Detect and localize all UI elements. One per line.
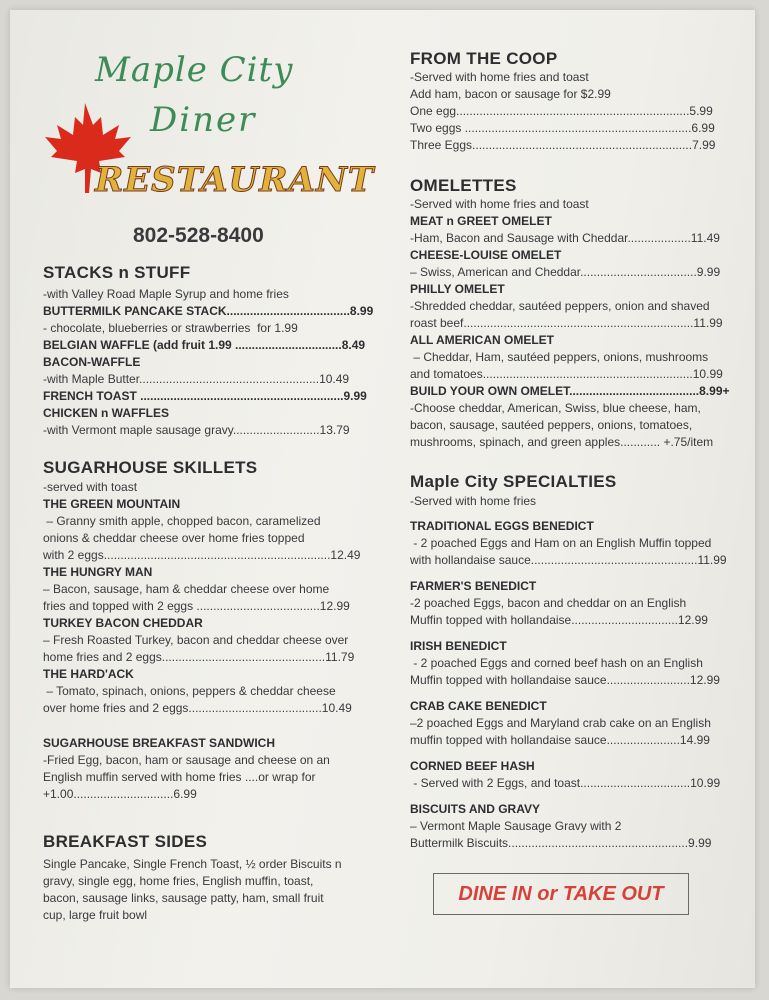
section-title: FROM THE COOP bbox=[410, 49, 558, 68]
menu-item: CHEESE-LOUISE OMELET bbox=[410, 248, 562, 262]
menu-line: fries and topped with 2 eggs .....................................12.99 bbox=[43, 599, 350, 613]
menu-line: One egg......................................................................5.99 bbox=[410, 104, 713, 118]
menu-line: English muffin served with home fries ....or wrap for bbox=[43, 770, 316, 784]
menu-line: roast beef.....................................................................11.99 bbox=[410, 316, 723, 330]
menu-line: -with Valley Road Maple Syrup and home fries bbox=[43, 287, 289, 301]
menu-item: MEAT n GREET OMELET bbox=[410, 214, 552, 228]
menu-line: -with Vermont maple sausage gravy..........................13.79 bbox=[43, 423, 350, 437]
omelettes-section bbox=[410, 176, 732, 451]
menu-line: – Bacon, sausage, ham & cheddar cheese over home bbox=[43, 582, 330, 596]
section-title: OMELETTES bbox=[410, 176, 517, 195]
menu-line: and tomatoes...............................................................10.99 bbox=[410, 367, 723, 381]
menu-line: -Ham, Bacon and Sausage with Cheddar...................11.49 bbox=[410, 231, 720, 245]
menu-line: -Shredded cheddar, sautéed peppers, onion and shaved bbox=[410, 299, 710, 313]
menu-line: onions & cheddar cheese over home fries topped bbox=[43, 531, 305, 545]
menu-item: BELGIAN WAFFLE (add fruit 1.99 ................................8.49 bbox=[43, 338, 366, 352]
section-title: SUGARHOUSE SKILLETS bbox=[43, 458, 258, 477]
section-title: Maple City SPECIALTIES bbox=[410, 472, 617, 491]
menu-line: cup, large fruit bowl bbox=[43, 908, 148, 922]
menu-line: – Swiss, American and Cheddar...................................9.99 bbox=[410, 265, 721, 279]
menu-line: bacon, sausage links, sausage patty, ham, small fruit bbox=[43, 891, 324, 905]
menu-line: +1.00..............................6.99 bbox=[43, 787, 197, 801]
menu-item: THE HUNGRY MAN bbox=[43, 565, 153, 579]
spacer bbox=[410, 629, 732, 638]
menu-line: Add ham, bacon or sausage for $2.99 bbox=[410, 87, 611, 101]
menu-item: IRISH BENEDICT bbox=[410, 639, 507, 653]
coop-section bbox=[410, 49, 732, 154]
menu-item: ALL AMERICAN OMELET bbox=[410, 333, 554, 347]
menu-item: SUGARHOUSE BREAKFAST SANDWICH bbox=[43, 736, 276, 750]
menu-line: – Granny smith apple, chopped bacon, caramelized bbox=[43, 514, 321, 528]
menu-line: bacon, sausage, sautéed peppers, onions, tomatoes, bbox=[410, 418, 693, 432]
menu-item: CHICKEN n WAFFLES bbox=[43, 406, 169, 420]
menu-line: mushrooms, spinach, and green apples............ +.75/item bbox=[410, 435, 714, 449]
menu-line: -Fried Egg, bacon, ham or sausage and cheese on an bbox=[43, 753, 330, 767]
menu-line: - 2 poached Eggs and Ham on an English Muffin topped bbox=[410, 536, 712, 550]
menu-line: home fries and 2 eggs.................................................11.79 bbox=[43, 650, 355, 664]
menu-item: FRENCH TOAST .............................................................9.99 bbox=[43, 389, 367, 403]
spacer bbox=[410, 792, 732, 801]
spacer bbox=[410, 689, 732, 698]
menu-line: -served with toast bbox=[43, 480, 138, 494]
logo-restaurant: RESTAURANT bbox=[95, 160, 375, 200]
dine-in-take-out-banner: DINE IN or TAKE OUT bbox=[433, 873, 689, 915]
menu-line: -2 poached Eggs, bacon and cheddar on an English bbox=[410, 596, 687, 610]
menu-line: - chocolate, blueberries or strawberries for 1.99 bbox=[43, 321, 298, 335]
spacer bbox=[410, 569, 732, 578]
sandwich-section bbox=[43, 735, 363, 803]
menu-line: -Served with home fries and toast bbox=[410, 70, 589, 84]
logo-maple-city: Maple City bbox=[95, 50, 294, 90]
menu-line: Two eggs ....................................................................6.99 bbox=[410, 121, 715, 135]
menu-item: CRAB CAKE BENEDICT bbox=[410, 699, 547, 713]
menu-line: Muffin topped with hollandaise................................12.99 bbox=[410, 613, 708, 627]
menu-item: THE GREEN MOUNTAIN bbox=[43, 497, 181, 511]
menu-item: PHILLY OMELET bbox=[410, 282, 505, 296]
menu-line: -Served with home fries and toast bbox=[410, 197, 589, 211]
menu-line: muffin topped with hollandaise sauce......................14.99 bbox=[410, 733, 710, 747]
menu-line: -Choose cheddar, American, Swiss, blue cheese, ham, bbox=[410, 401, 701, 415]
menu-line: – Fresh Roasted Turkey, bacon and cheddar cheese over bbox=[43, 633, 349, 647]
section-subtitle: -Served with home fries bbox=[410, 494, 537, 508]
menu-item: BUILD YOUR OWN OMELET.......................................8.99+ bbox=[410, 384, 730, 398]
menu-line: – Tomato, spinach, onions, peppers & cheddar cheese bbox=[43, 684, 336, 698]
stacks-section bbox=[43, 263, 374, 439]
menu-line: Single Pancake, Single French Toast, ½ order Biscuits n bbox=[43, 857, 342, 871]
menu-item: BISCUITS AND GRAVY bbox=[410, 802, 541, 816]
menu-item: BUTTERMILK PANCAKE STACK.....................................8.99 bbox=[43, 304, 374, 318]
menu-line: Three Eggs..................................................................7.99 bbox=[410, 138, 716, 152]
menu-line: - Served with 2 Eggs, and toast.................................10.99 bbox=[410, 776, 721, 790]
menu-line: -with Maple Butter......................................................10.49 bbox=[43, 372, 350, 386]
menu-line: with hollandaise sauce..................................................11.99 bbox=[410, 553, 727, 567]
section-title: BREAKFAST SIDES bbox=[43, 832, 208, 851]
menu-line: over home fries and 2 eggs........................................10.49 bbox=[43, 701, 352, 715]
logo-diner: Diner bbox=[150, 100, 257, 140]
spacer bbox=[410, 749, 732, 758]
menu-line: – Vermont Maple Sausage Gravy with 2 bbox=[410, 819, 622, 833]
specialties-section bbox=[410, 472, 732, 852]
menu-item: THE HARD'ACK bbox=[43, 667, 134, 681]
menu-line: Buttermilk Biscuits......................................................9.99 bbox=[410, 836, 712, 850]
sides-section bbox=[43, 832, 363, 924]
menu-item: CORNED BEEF HASH bbox=[410, 759, 535, 773]
menu-line: with 2 eggs....................................................................12.49 bbox=[43, 548, 361, 562]
skillets-section bbox=[43, 458, 363, 717]
menu-line: –2 poached Eggs and Maryland crab cake on an English bbox=[410, 716, 711, 730]
menu-item: TURKEY BACON CHEDDAR bbox=[43, 616, 203, 630]
menu-item: TRADITIONAL EGGS BENEDICT bbox=[410, 519, 594, 533]
menu-line: – Cheddar, Ham, sautéed peppers, onions, mushrooms bbox=[410, 350, 709, 364]
menu-line: - 2 poached Eggs and corned beef hash on an English bbox=[410, 656, 703, 670]
phone-number: 802-528-8400 bbox=[133, 224, 264, 247]
menu-item: FARMER'S BENEDICT bbox=[410, 579, 537, 593]
menu-line: Muffin topped with hollandaise sauce.........................12.99 bbox=[410, 673, 720, 687]
section-title: STACKS n STUFF bbox=[43, 263, 191, 282]
menu-item: BACON-WAFFLE bbox=[43, 355, 141, 369]
menu-line: gravy, single egg, home fries, English muffin, toast, bbox=[43, 874, 314, 888]
